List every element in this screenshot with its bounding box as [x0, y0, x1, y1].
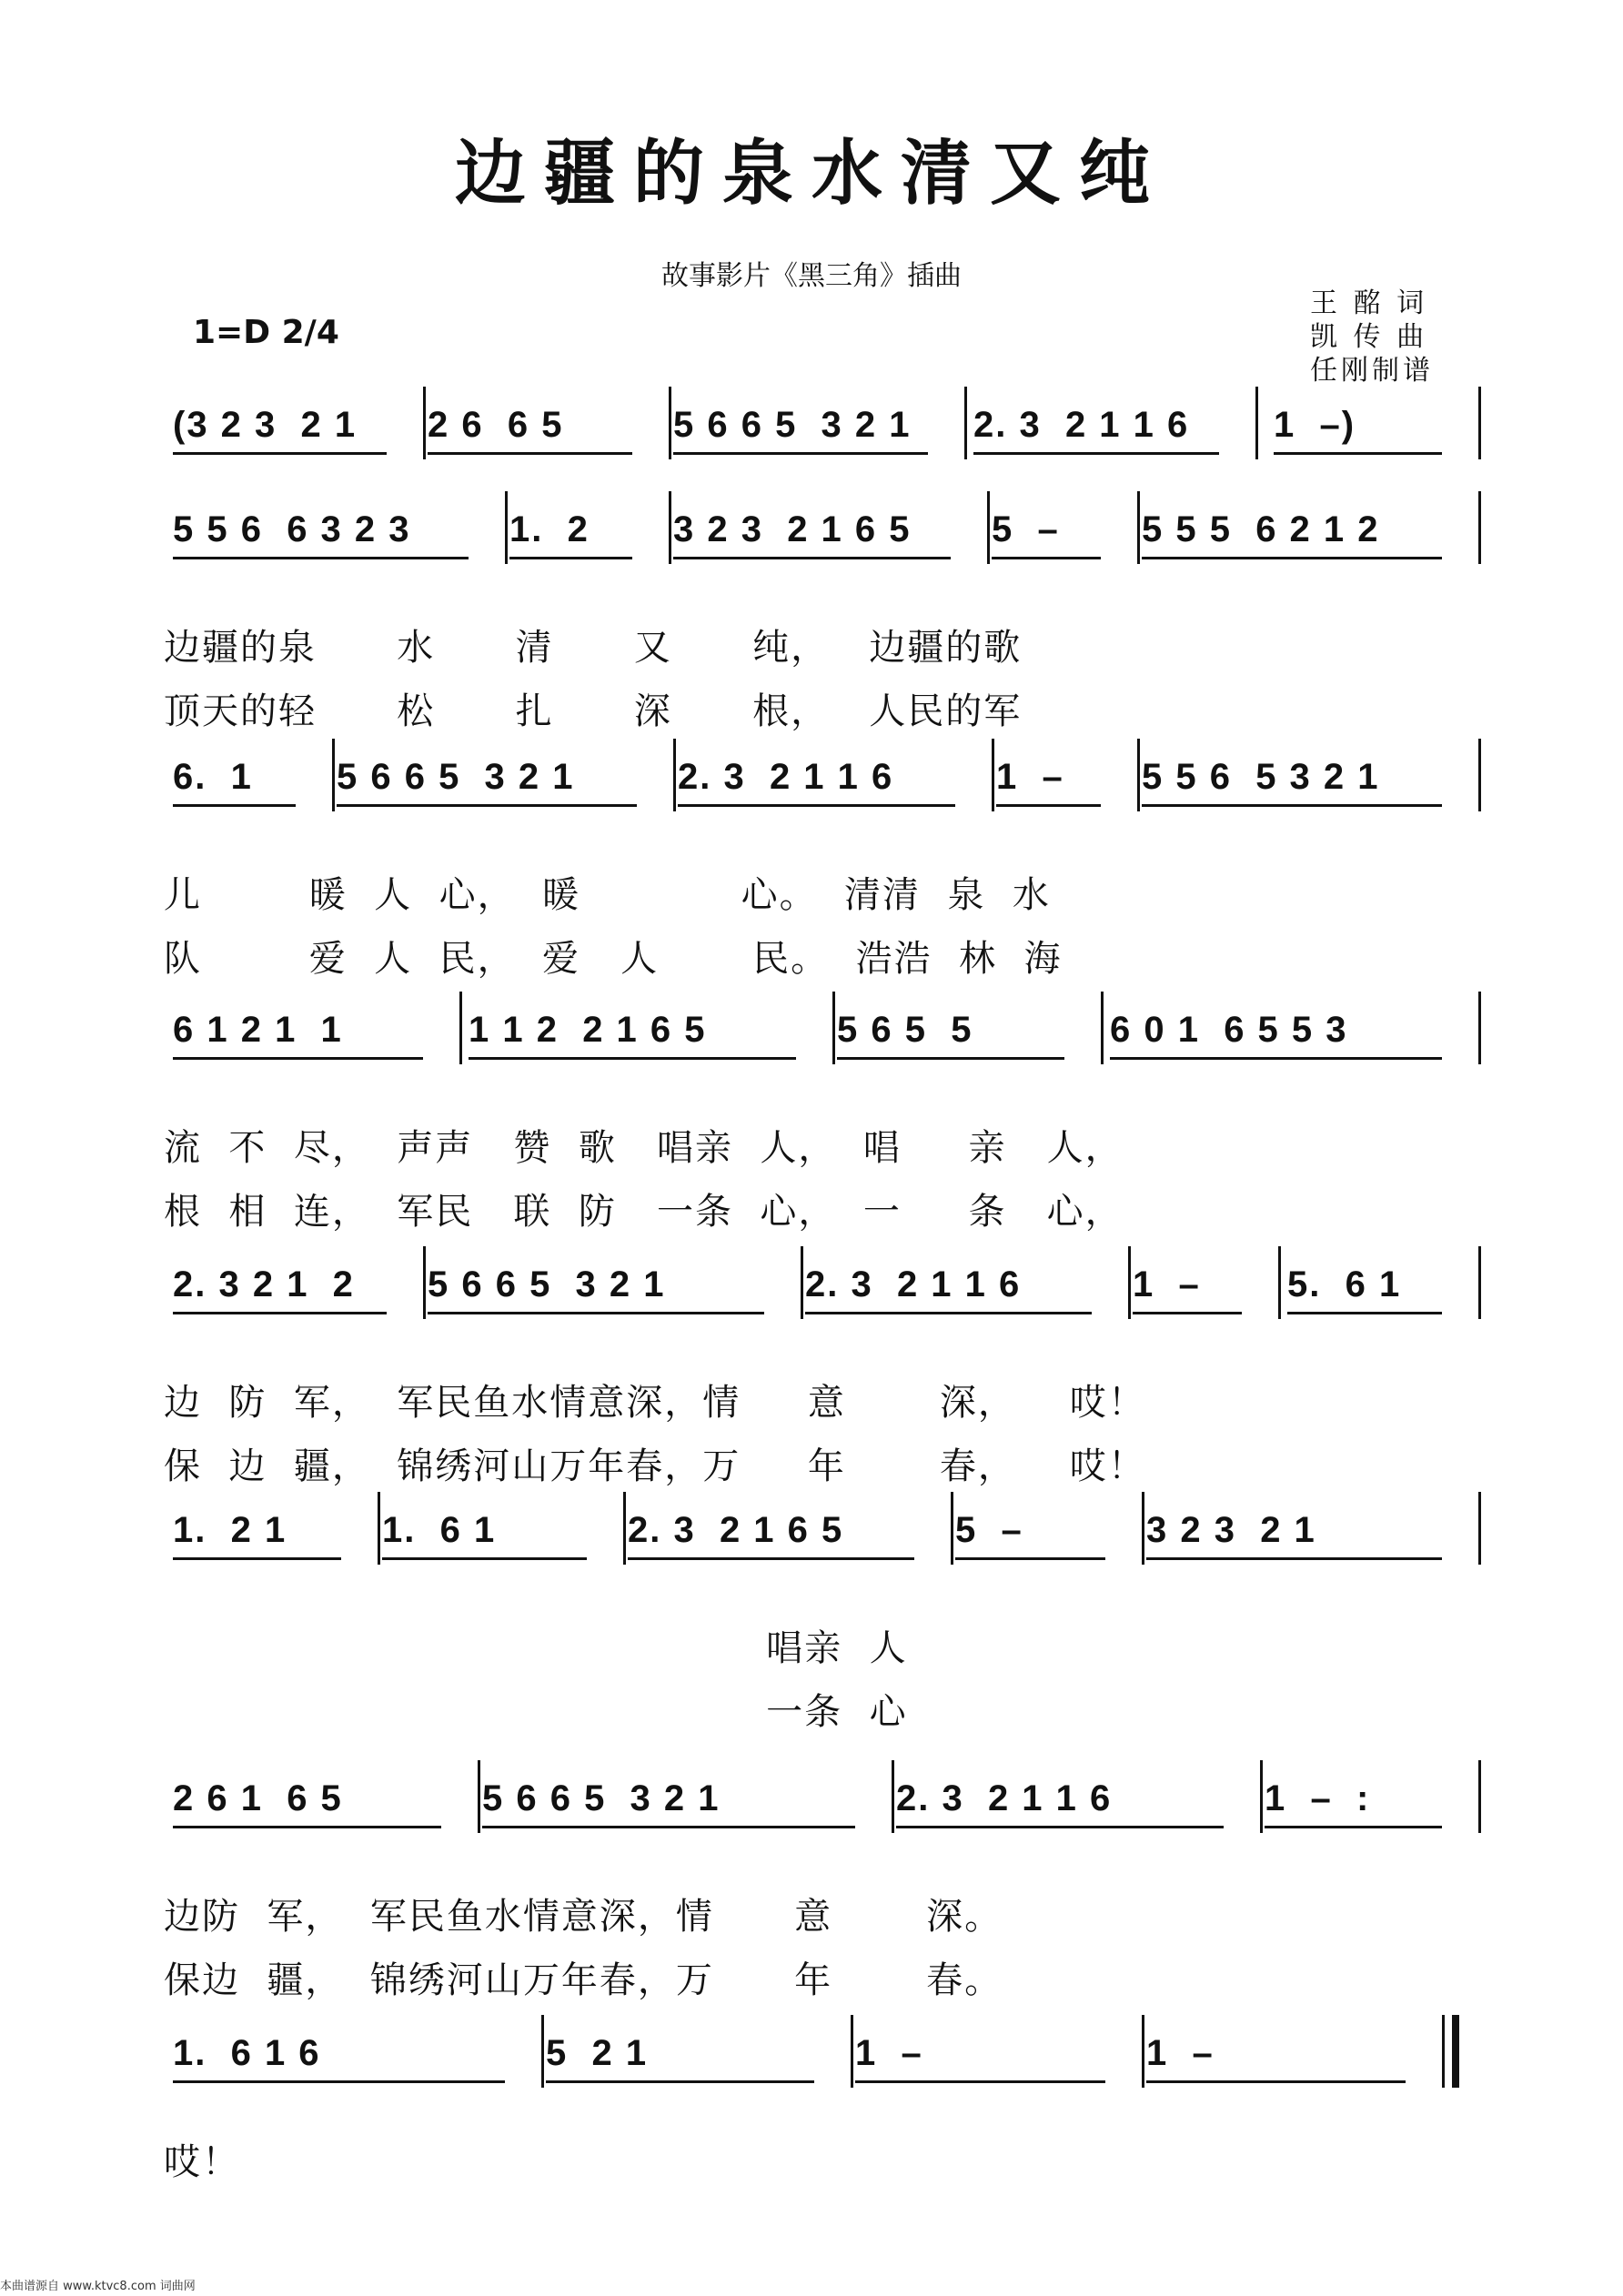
measure: 1. 2 1	[173, 1510, 287, 1550]
barline	[1478, 1246, 1481, 1319]
page-title: 边疆的泉水清又纯	[454, 132, 1168, 215]
lyric-line: 保 边 疆， 锦绣河山万年春，万 年 春， 哎！	[164, 1445, 1146, 1487]
barline	[801, 1246, 803, 1319]
footer-source: 本曲谱源自 www.ktvc8.com 词曲网	[0, 2280, 196, 2293]
measure: 2 6 1 6 5	[173, 1778, 343, 1818]
measure: 6 1 2 1 1	[173, 1010, 343, 1050]
measure: 2. 3 2 1 1 6	[896, 1778, 1113, 1818]
beam-line	[896, 1826, 1224, 1828]
barline	[1478, 1492, 1481, 1565]
barline	[378, 1492, 380, 1565]
measure: 1 –	[855, 2033, 923, 2073]
barline	[541, 2015, 544, 2088]
page-subtitle: 故事影片《黑三角》插曲	[661, 260, 962, 292]
measure: 6. 1	[173, 757, 253, 797]
barline	[987, 491, 990, 564]
lyric-line: 唱亲 人	[164, 1627, 908, 1669]
barline	[992, 739, 994, 811]
lyric-line: 一条 心	[164, 1691, 908, 1733]
barline	[964, 387, 967, 459]
beam-line	[955, 1557, 1105, 1560]
beam-line	[173, 2080, 505, 2083]
barline	[1128, 1246, 1131, 1319]
barline	[1478, 491, 1481, 564]
barline	[505, 491, 508, 564]
transcriber-credit: 任刚制谱	[1310, 355, 1434, 387]
lyric-line: 儿 暖 人 心， 暖 心。 清清 泉 水	[164, 874, 1051, 916]
lyric-line: 边疆的泉 水 清 又 纯， 边疆的歌	[164, 627, 1023, 669]
beam-line	[973, 452, 1219, 455]
beam-line	[428, 452, 632, 455]
barline	[423, 387, 426, 459]
beam-line	[173, 1826, 441, 1828]
final-barline	[1442, 2015, 1459, 2088]
beam-line	[1287, 1312, 1442, 1314]
barline	[478, 1760, 480, 1833]
beam-line	[173, 1057, 423, 1060]
measure: 1. 6 1 6	[173, 2033, 321, 2073]
beam-line	[992, 557, 1101, 559]
barline	[423, 1246, 426, 1319]
measure: 3 2 3 2 1	[1146, 1510, 1316, 1550]
barline	[669, 491, 671, 564]
beam-line	[837, 1057, 1064, 1060]
beam-line	[1142, 557, 1442, 559]
beam-line	[1142, 804, 1442, 807]
measure: 5 –	[955, 1510, 1023, 1550]
barline	[1478, 739, 1481, 811]
beam-line	[1133, 1312, 1242, 1314]
measure: 5. 6 1	[1287, 1264, 1402, 1304]
measure: 1. 2	[509, 509, 590, 549]
barline	[1260, 1760, 1263, 1833]
beam-line	[1110, 1057, 1442, 1060]
barline	[623, 1492, 626, 1565]
beam-line	[428, 1312, 764, 1314]
measure: 5 2 1	[546, 2033, 649, 2073]
key-signature: 1=D 2/4	[193, 314, 339, 351]
lyric-line: 流 不 尽， 声声 赞 歌 唱亲 人， 唱 亲 人，	[164, 1127, 1124, 1169]
measure: 1 –	[1146, 2033, 1215, 2073]
barline	[332, 739, 335, 811]
beam-line	[678, 804, 955, 807]
measure: 1. 6 1	[382, 1510, 497, 1550]
measure: 5 5 6 5 3 2 1	[1142, 757, 1380, 797]
beam-line	[469, 1057, 796, 1060]
beam-line	[1146, 1557, 1442, 1560]
measure: 2. 3 2 1 1 6	[973, 405, 1190, 445]
barline	[832, 992, 835, 1064]
barline	[892, 1760, 894, 1833]
barline	[1478, 387, 1481, 459]
beam-line	[173, 1557, 341, 1560]
barline	[851, 2015, 853, 2088]
barline	[1137, 739, 1140, 811]
measure: 6 0 1 6 5 5 3	[1110, 1010, 1348, 1050]
measure: 5 –	[992, 509, 1060, 549]
lyricist-credit: 王 酩 词	[1310, 287, 1428, 319]
measure: 5 6 6 5 3 2 1	[673, 405, 912, 445]
beam-line	[673, 557, 951, 559]
lyric-line: 根 相 连， 军民 联 防 一条 心， 一 条 心，	[164, 1191, 1124, 1233]
beam-line	[546, 2080, 814, 2083]
barline	[1137, 491, 1140, 564]
lyric-line: 队 爱 人 民， 爱 人 民。 浩浩 林 海	[164, 938, 1063, 980]
measure: 2. 3 2 1 6 5	[628, 1510, 844, 1550]
beam-line	[173, 804, 296, 807]
beam-line	[337, 804, 637, 807]
lyric-line: 边 防 军， 军民鱼水情意深，情 意 深， 哎！	[164, 1382, 1146, 1424]
measure: 1 – :	[1265, 1778, 1371, 1818]
measure: 5 6 6 5 3 2 1	[428, 1264, 666, 1304]
measure: 1 1 2 2 1 6 5	[469, 1010, 707, 1050]
measure: 5 5 5 6 2 1 2	[1142, 509, 1380, 549]
beam-line	[482, 1826, 855, 1828]
lyric-line: 顶天的轻 松 扎 深 根， 人民的军	[164, 690, 1023, 732]
beam-line	[805, 1312, 1092, 1314]
barline	[1255, 387, 1258, 459]
measure: 5 6 6 5 3 2 1	[337, 757, 575, 797]
beam-line	[1146, 2080, 1406, 2083]
measure: 3 2 3 2 1 6 5	[673, 509, 912, 549]
barline	[1101, 992, 1104, 1064]
beam-line	[628, 1557, 914, 1560]
beam-line	[1274, 452, 1442, 455]
lyric-line: 保边 疆， 锦绣河山万年春，万 年 春。	[164, 1959, 1003, 2001]
barline	[1142, 2015, 1144, 2088]
measure: 5 6 6 5 3 2 1	[482, 1778, 721, 1818]
composer-credit: 凯 传 曲	[1310, 321, 1428, 353]
measure: (3 2 3 2 1	[173, 405, 358, 445]
measure: 2. 3 2 1 1 6	[678, 757, 894, 797]
beam-line	[855, 2080, 1105, 2083]
beam-line	[1265, 1826, 1442, 1828]
beam-line	[673, 452, 928, 455]
measure: 2. 3 2 1 1 6	[805, 1264, 1022, 1304]
measure: 1 –	[1133, 1264, 1201, 1304]
lyric-line: 哎！	[164, 2141, 240, 2183]
barline	[669, 387, 671, 459]
barline	[1478, 1760, 1481, 1833]
barline	[1142, 1492, 1144, 1565]
measure: 2 6 6 5	[428, 405, 564, 445]
measure: 5 6 5 5	[837, 1010, 973, 1050]
measure: 1 –	[996, 757, 1064, 797]
lyric-line: 边防 军， 军民鱼水情意深，情 意 深。	[164, 1896, 1003, 1938]
beam-line	[382, 1557, 587, 1560]
barline	[1278, 1246, 1281, 1319]
beam-line	[509, 557, 632, 559]
beam-line	[173, 1312, 387, 1314]
barline	[1478, 992, 1481, 1064]
barline	[951, 1492, 953, 1565]
beam-line	[173, 452, 387, 455]
measure: 2. 3 2 1 2	[173, 1264, 355, 1304]
measure: 5 5 6 6 3 2 3	[173, 509, 411, 549]
beam-line	[173, 557, 469, 559]
barline	[673, 739, 676, 811]
beam-line	[996, 804, 1101, 807]
barline	[459, 992, 462, 1064]
measure: 1 –)	[1274, 405, 1356, 445]
